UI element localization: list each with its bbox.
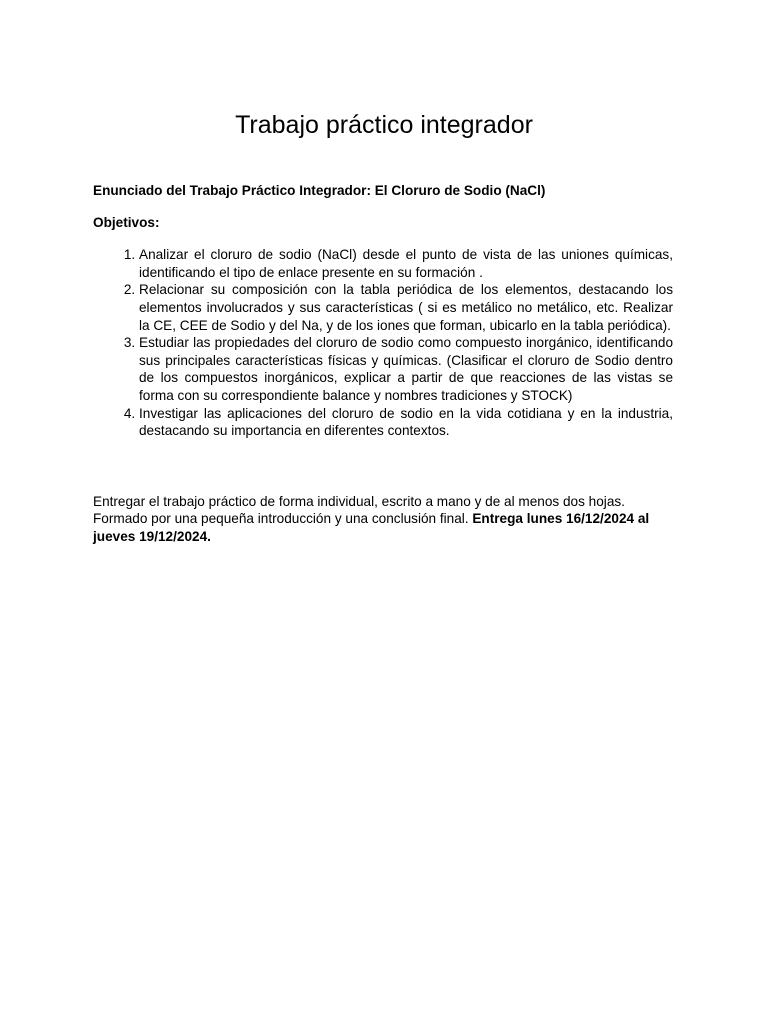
delivery-instructions xyxy=(93,493,673,546)
document-body xyxy=(93,182,673,546)
objective-item: 3. Estudiar las propiedades del cloruro de sodio como compuesto inorgánico, identificando sus principales características físicas y químicas. (Clasificar el cloruro de Sodio dentro de los compuestos inorgánicos, explicar a partir de que reacciones de las vistas se forma con su correspondiente balance y nombres tradiciones y STOCK) xyxy=(139,334,673,404)
objectives-list xyxy=(93,246,673,440)
page-title: Trabajo práctico integrador xyxy=(235,111,533,139)
delivery-instructions-text: Entregar el trabajo práctico de forma individual, escrito a mano y de al menos dos hojas. Formado por una pequeña introducción y una conclusión final. xyxy=(93,493,625,527)
objective-item: 2. Relacionar su composición con la tabla periódica de los elementos, destacando los elementos involucrados y sus características ( si es metálico no metálico, etc. Realizar la CE, CEE de Sodio y del Na, y de los iones que forman, ubicarlo en la tabla periódica). xyxy=(139,281,673,334)
objectives-heading: Objetivos: xyxy=(93,214,160,230)
document-subtitle: Enunciado del Trabajo Práctico Integrador: El Cloruro de Sodio (NaCl) xyxy=(93,183,546,198)
delivery-deadline: Entrega lunes 16/12/2024 al jueves 19/12/2024. xyxy=(93,511,650,544)
objective-item: 4. Investigar las aplicaciones del cloruro de sodio en la vida cotidiana y en la industria, destacando su importancia en diferentes contextos. xyxy=(139,405,673,440)
objective-item: 1. Analizar el cloruro de sodio (NaCl) desde el punto de vista de las uniones químicas, identificando el tipo de enlace presente en su formación . xyxy=(139,246,673,281)
